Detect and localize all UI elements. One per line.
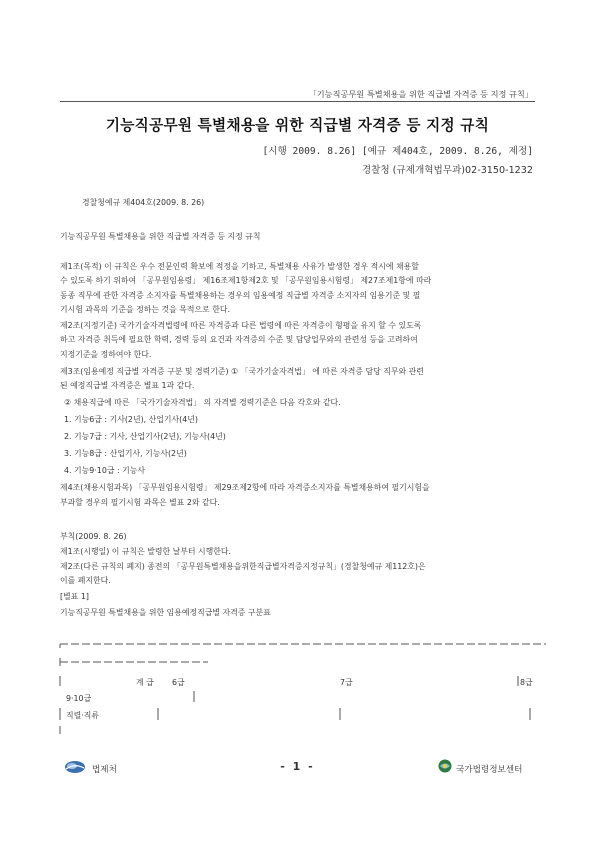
supplementary-article-1: 제1조(시행일) 이 규칙은 발령한 날부터 시행한다. <box>60 547 232 556</box>
rule-name: 기능직공무원 특별채용을 위한 직급별 자격증 등 지정 규칙 <box>60 232 261 241</box>
article-2-line: 지정기준을 정하여야 한다. <box>60 350 152 359</box>
footer-left-label: 법제처 <box>92 765 117 775</box>
annex-table-frame <box>58 636 548 736</box>
header-divider <box>60 101 535 102</box>
supplementary-article-2-line: 이를 폐지한다. <box>60 576 111 585</box>
table-row-label: 직렬·직류 <box>66 711 99 720</box>
annex-label: [별표 1] <box>60 592 89 601</box>
effective-date: [시행 2009. 8.26] [예규 제404호, 2009. 8.26, 제정] <box>262 146 533 157</box>
article-2-line: 하고 자격증 취득에 필요한 학력, 경력 등의 요건과 자격증의 수준 및 담당업무와의 관련성 등을 고려하여 <box>60 335 418 344</box>
article-1-line: 제1조(목적) 이 규칙은 우수 전문인력 확보에 적정을 기하고, 특별채용 사유가 발생한 경우 적시에 채용할 <box>60 262 419 271</box>
article-1-line: 동종 직무에 관한 자격증 소지자를 특별채용하는 경우의 임용예정 직급별 자격증 소지자의 임용기준 및 필 <box>60 291 421 300</box>
table-header-7: 7급 <box>340 678 353 687</box>
page-number: - 1 - <box>280 760 315 773</box>
agency-contact: 경찰청 (규제개혁법무과)02-3150-1232 <box>361 165 533 176</box>
grade-criteria-item: 3. 기능8급 : 산업기사, 기능사(2년) <box>64 449 187 458</box>
article-3-line: 된 예정직급별 자격증은 별표 1과 같다. <box>60 381 195 390</box>
law-center-logo-icon <box>438 759 452 773</box>
table-header-6: 6급 <box>172 678 185 687</box>
article-1-line: 기시험 과목의 기준을 정하는 것을 목적으로 한다. <box>60 305 231 314</box>
rule-number: 경찰청예규 제404호(2009. 8. 26) <box>82 198 205 207</box>
table-header-9-10: 9·10급 <box>66 694 92 703</box>
grade-criteria-item: 4. 기능9·10급 : 기능사 <box>64 466 146 475</box>
article-3-line: 제3조(임용예정 직급별 자격증 구분 및 경력기준) ① 「국가기술자격법」 에 따른 자격증 담당 직무와 관련 <box>60 367 424 376</box>
grade-criteria-item: 1. 기능6급 : 기사(2년), 산업기사(4년) <box>64 415 198 424</box>
annex-title: 기능직공무원 특별채용을 위한 임용예정직급별 자격증 구분표 <box>60 608 271 617</box>
article-1-line: 수 있도록 하기 위하여 「공무원임용령」 제16조제1항제2호 및 「공무원임용시험령」 제27조제1항에 따라 <box>60 276 432 285</box>
table-header-grade: 계 급 <box>136 678 154 687</box>
grade-criteria-item: 2. 기능7급 : 기사, 산업기사(2년), 기능사(4년) <box>64 432 226 441</box>
table-header-8: 8급 <box>520 678 533 687</box>
document-title: 기능직공무원 특별채용을 위한 직급별 자격증 등 지정 규칙 <box>105 117 490 134</box>
supplementary-title: 부칙(2009. 8. 26) <box>60 532 127 541</box>
supplementary-article-2-line: 제2조(다른 규칙의 폐지) 종전의 「공무원특별채용을위한직급별자격증지정규칙」(경찰청예규 제112호)은 <box>60 562 426 571</box>
article-3-line: ② 채용직급에 따른 「국가기술자격법」 의 자격별 경력기준은 다음 각호와 같다. <box>64 398 341 407</box>
article-2-line: 제2조(지정기준) 국가기술자격법령에 따른 자격증과 다른 법령에 따른 자격증이 형평을 유지 할 수 있도록 <box>60 321 422 330</box>
article-4-line: 부과할 경우의 필기시험 과목은 별표 2와 같다. <box>60 498 220 507</box>
running-header: 「기능직공무원 특별채용을 위한 직급별 자격증 등 지정 규칙」 <box>308 89 533 99</box>
footer-right-label: 국가법령정보센터 <box>456 765 523 775</box>
article-4-line: 제4조(채용시험과목) 「공무원임용시험령」 제29조제2항에 따라 자격증소지자를 특별채용하여 필기시험을 <box>60 483 430 492</box>
